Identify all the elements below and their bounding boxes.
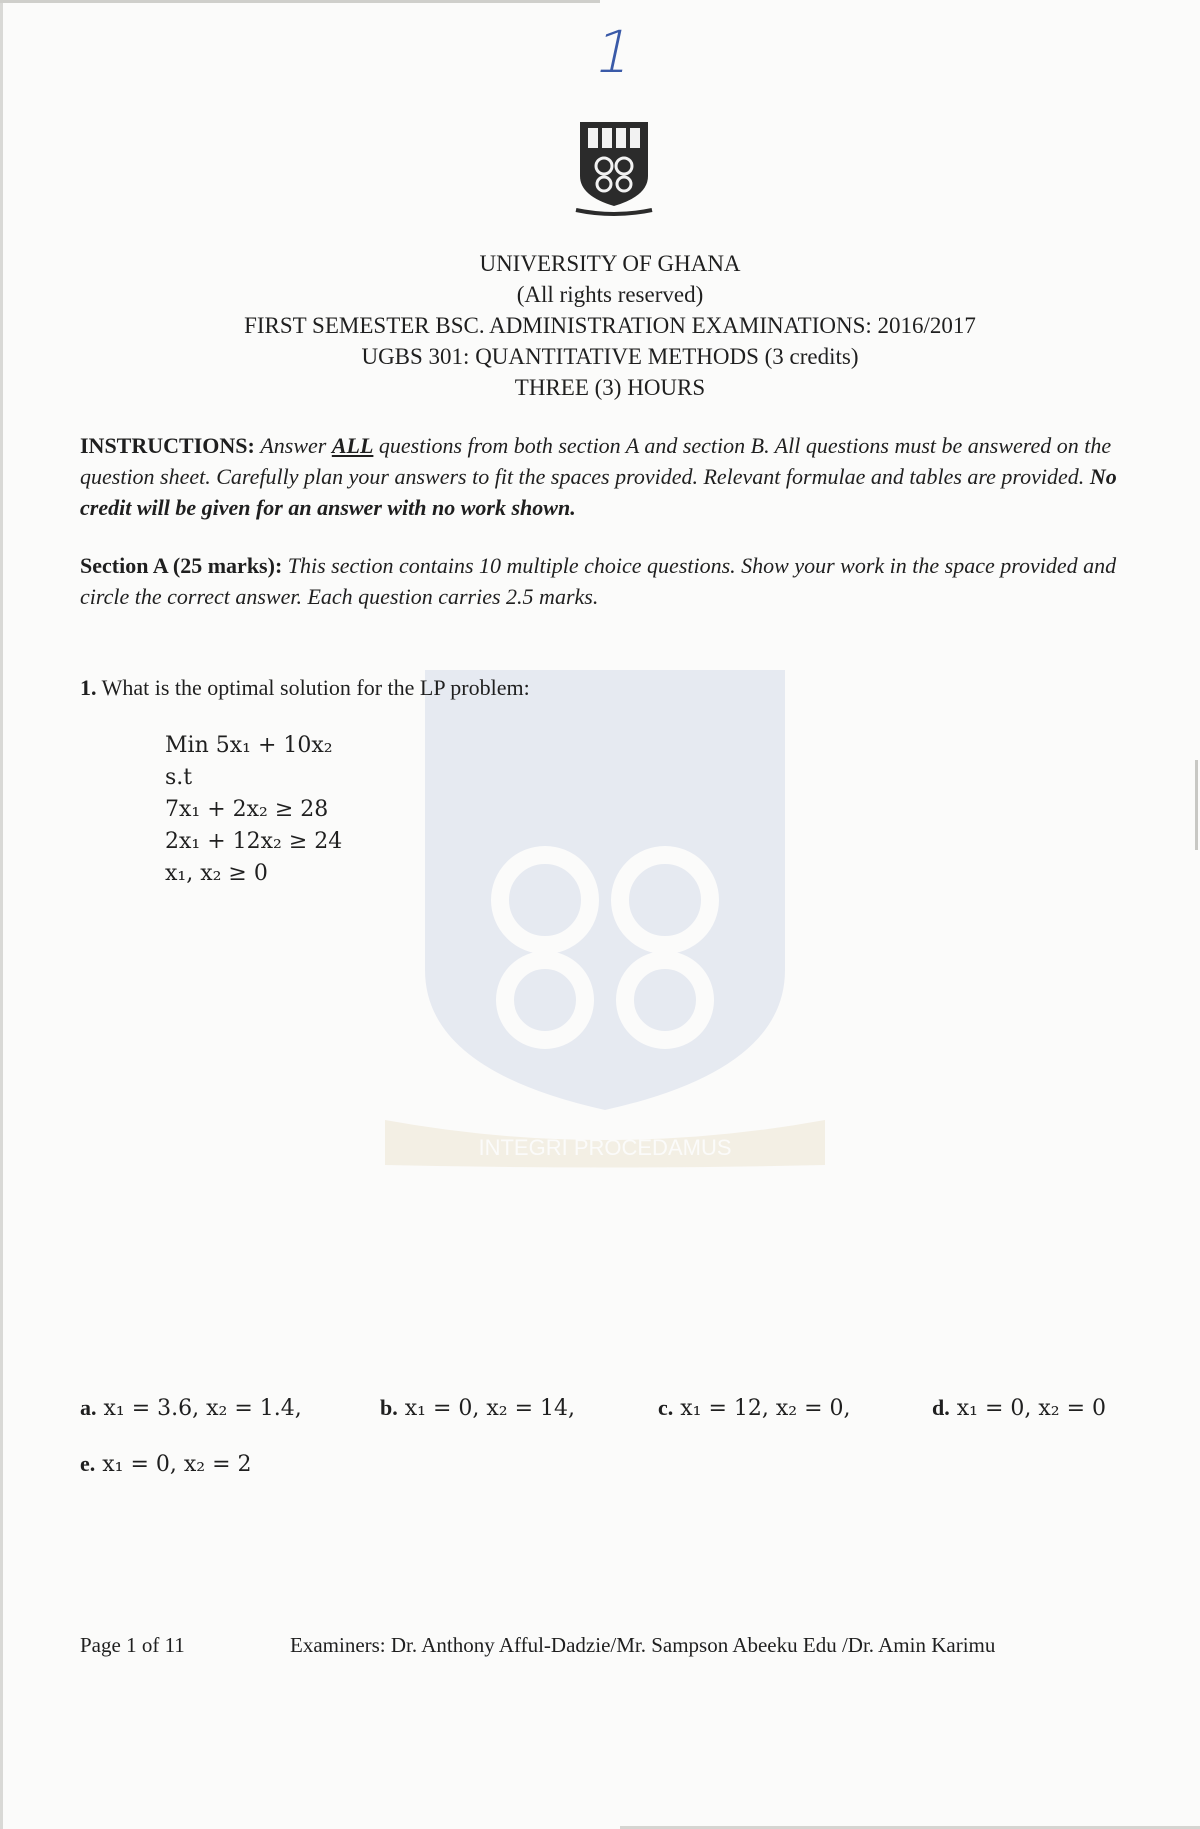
watermark-motto: INTEGRI PROCEDAMUS [478, 1135, 732, 1160]
question-1 [80, 672, 1170, 703]
instructions-text-a: Answer [260, 433, 332, 458]
lp-constraint-2: 2x₁ + 12x₂ ≥ 24 [165, 829, 343, 854]
instructions-no-credit: No credit will be given for an answer with no work shown. [80, 464, 1117, 520]
question-1-text: What is the optimal solution for the LP problem: [96, 675, 530, 700]
section-a-intro [80, 550, 1170, 612]
instructions-label: INSTRUCTIONS: [80, 433, 255, 458]
scan-edge-right [1195, 760, 1198, 850]
option-e[interactable]: e. x₁ = 0, x₂ = 2 [80, 1451, 252, 1477]
scan-edge-top [0, 0, 600, 3]
handwritten-page-number: 1 [588, 18, 641, 86]
instructions-all: ALL [331, 433, 374, 458]
question-1-number: 1. [80, 675, 97, 700]
section-a-text: This section contains 10 multiple choice questions. Show your work in the space provided and circle the correct answer. Each question carries 2.5 marks. [80, 553, 1117, 609]
option-d[interactable]: d. x₁ = 0, x₂ = 0 [932, 1395, 1107, 1421]
exam-duration: THREE (3) HOURS [514, 375, 706, 400]
lp-nonnegativity: x₁, x₂ ≥ 0 [165, 861, 268, 886]
examiners: Examiners: Dr. Anthony Afful-Dadzie/Mr. Sampson Abeeku Edu /Dr. Amin Karimu [290, 1633, 996, 1657]
lp-problem [165, 730, 342, 890]
exam-title: FIRST SEMESTER BSC. ADMINISTRATION EXAMINATIONS: 2016/2017 [244, 313, 976, 338]
watermark-crest-icon [385, 670, 825, 1170]
instructions-text-b: questions from both section A and section B. All questions must be answered on the question sheet. Carefully plan your answers to fit the spaces provided. Relevant formulae and tables are provided. [80, 433, 1112, 489]
university-name: UNIVERSITY OF GHANA [479, 251, 741, 276]
option-a[interactable]: a. x₁ = 3.6, x₂ = 1.4, [80, 1395, 302, 1421]
lp-subject-to: s.t [165, 765, 193, 790]
page-count: Page 1 of 11 [80, 1633, 185, 1657]
university-crest-icon [574, 118, 654, 218]
option-b[interactable]: b. x₁ = 0, x₂ = 14, [380, 1395, 576, 1421]
lp-constraint-1: 7x₁ + 2x₂ ≥ 28 [165, 797, 329, 822]
exam-header [0, 248, 1200, 403]
option-c[interactable]: c. x₁ = 12, x₂ = 0, [658, 1395, 851, 1421]
rights-reserved: (All rights reserved) [516, 282, 704, 307]
lp-objective: Min 5x₁ + 10x₂ [165, 733, 333, 758]
course-title: UGBS 301: QUANTITATIVE METHODS (3 credits) [361, 344, 859, 369]
section-a-label: Section A (25 marks): [80, 553, 283, 578]
instructions [80, 430, 1170, 523]
